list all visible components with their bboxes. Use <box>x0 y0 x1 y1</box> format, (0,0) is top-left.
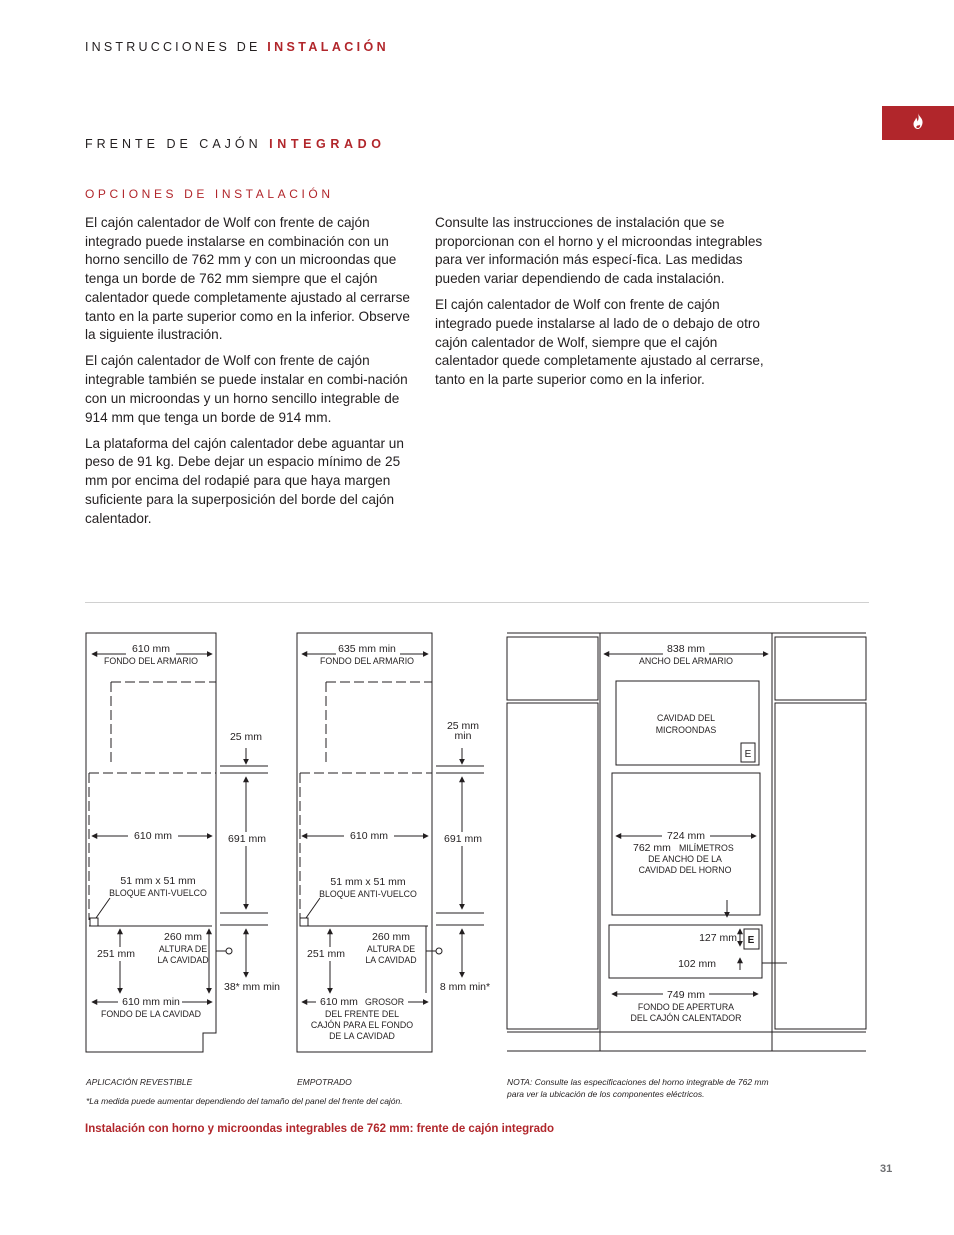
d1-gap: 25 mm <box>229 731 263 743</box>
d2-block-dim: 51 mm x 51 mm <box>330 876 406 888</box>
d2-top-dim: 635 mm min <box>338 643 396 655</box>
d3-oven-label: CAVIDAD DEL HORNO <box>638 865 732 875</box>
header-highlight: INSTALACIÓN <box>267 40 390 54</box>
d2-bottom-label: DE LA CAVIDAD <box>329 1031 395 1041</box>
d2-height: 691 mm <box>444 833 482 845</box>
subsection-title: OPCIONES DE INSTALACIÓN <box>85 187 334 201</box>
d1-cav-h: 260 mm <box>164 931 202 943</box>
d3-drawer-h: 127 mm <box>699 932 737 944</box>
d3-bottom-label: DEL CAJÓN CALENTADOR <box>630 1013 742 1023</box>
d1-left-h: 251 mm <box>97 948 135 960</box>
d2-bottom-dim: 610 mm <box>320 996 358 1008</box>
d2-cav-label: ALTURA DE <box>366 944 416 954</box>
footnote: *La medida puede aumentar dependiendo del tamaño del panel del frente del cajón. <box>86 1096 403 1106</box>
d3-micro-label: MICROONDAS <box>655 725 717 735</box>
note-line: para ver la ubicación de los componentes eléctricos. <box>507 1089 705 1099</box>
d1-cav-label: LA CAVIDAD <box>157 955 209 965</box>
d2-cav-h: 260 mm <box>372 931 410 943</box>
d1-bottom-label: FONDO DE LA CAVIDAD <box>100 1009 202 1019</box>
paragraph: El cajón calentador de Wolf con frente de cajón integrable también se puede instalar en combi-nación con un microondas y un horno sencillo integrable de 914 mm que tenga un borde de 914 mm. <box>85 353 408 425</box>
d3-oven-label: DE ANCHO DE LA <box>648 854 722 864</box>
d3-top-dim: 838 mm <box>667 643 705 655</box>
d2-caption: EMPOTRADO <box>297 1077 352 1087</box>
d2-block-label: BLOQUE ANTI-VUELCO <box>319 889 417 899</box>
paragraph: El cajón calentador de Wolf con frente de cajón integrado puede instalarse en combinación con un horno sencillo de 762 mm y con un microondas que tenga un borde de 762 mm siempre que el cajón calentador quede completamente ajustado al cerrarse tanto en la parte superior como en la inferior. Observe la siguiente ilustración. <box>85 215 410 343</box>
d3-oven-dim: 724 mm <box>667 830 705 842</box>
d2-bottom-label: GROSOR <box>365 997 405 1007</box>
d1-bottom-gap: 38* mm min <box>223 981 281 993</box>
d2-left-h: 251 mm <box>307 948 345 960</box>
d3-bottom-label: FONDO DE APERTURA <box>637 1002 735 1012</box>
d2-bottom-gap: 8 mm min* <box>439 981 491 993</box>
d3-micro-label: CAVIDAD DEL <box>656 713 716 723</box>
note-line: NOTA: Consulte las especificaciones del horno integrable de 762 mm <box>507 1077 769 1087</box>
d2-top-label: FONDO DEL ARMARIO <box>319 656 415 666</box>
d1-block-dim: 51 mm x 51 mm <box>120 875 196 887</box>
d1-height: 691 mm <box>228 833 266 845</box>
d1-mid-dim: 610 mm <box>134 830 172 842</box>
page-number: 31 <box>880 1163 893 1175</box>
d2-mid-dim: 610 mm <box>350 830 388 842</box>
d2-bottom-label: DEL FRENTE DEL <box>325 1009 399 1019</box>
d3-oven-dim2: 762 mm <box>633 842 671 854</box>
d1-top-dim: 610 mm <box>132 643 170 655</box>
d1-bottom-dim: 610 mm min <box>122 996 180 1008</box>
paragraph: La plataforma del cajón calentador debe aguantar un peso de 91 kg. Debe dejar un espacio mínimo de 25 mm por encima del rodapié para que haya margen suficiente para la superposición del borde del cajón calentador. <box>85 435 404 526</box>
d3-bottom-dim: 749 mm <box>667 989 705 1001</box>
header-prefix: INSTRUCCIONES DE <box>85 40 261 54</box>
d3-oven-label: MILÍMETROS <box>679 843 734 853</box>
section-highlight: INTEGRADO <box>269 137 386 151</box>
d1-cav-label: ALTURA DE <box>158 944 208 954</box>
paragraph: Consulte las instrucciones de instalación que se proporcionan con el horno y el microondas integrables para ver información más especí-fica. Las medidas pueden variar dependiendo de cada instalación. <box>435 215 763 287</box>
d1-top-label: FONDO DEL ARMARIO <box>103 656 199 666</box>
d1-caption: APLICACIÓN REVESTIBLE <box>86 1077 193 1087</box>
d2-cav-label: LA CAVIDAD <box>365 955 417 965</box>
d3-top-label: ANCHO DEL ARMARIO <box>638 656 734 666</box>
d2-gap: 25 mm <box>446 720 480 732</box>
d2-gap: min <box>454 730 472 742</box>
d3-drawer-gap: 102 mm <box>678 958 716 970</box>
paragraph: El cajón calentador de Wolf con frente de cajón integrado puede instalarse al lado de o debajo de otro cajón calentador de Wolf, siempre que el cajón calentador quede completamente ajustado al cerrarse, tanto en la parte superior como en la inferior. <box>435 297 764 388</box>
d3-e-mark: E <box>747 935 755 946</box>
d2-bottom-label: CAJÓN PARA EL FONDO <box>310 1020 414 1030</box>
d1-block-label: BLOQUE ANTI-VUELCO <box>109 888 207 898</box>
d3-e-mark: E <box>744 749 752 760</box>
section-prefix: FRENTE DE CAJÓN <box>85 137 262 151</box>
figure-caption: Instalación con horno y microondas integrables de 762 mm: frente de cajón integrado <box>85 1123 555 1135</box>
